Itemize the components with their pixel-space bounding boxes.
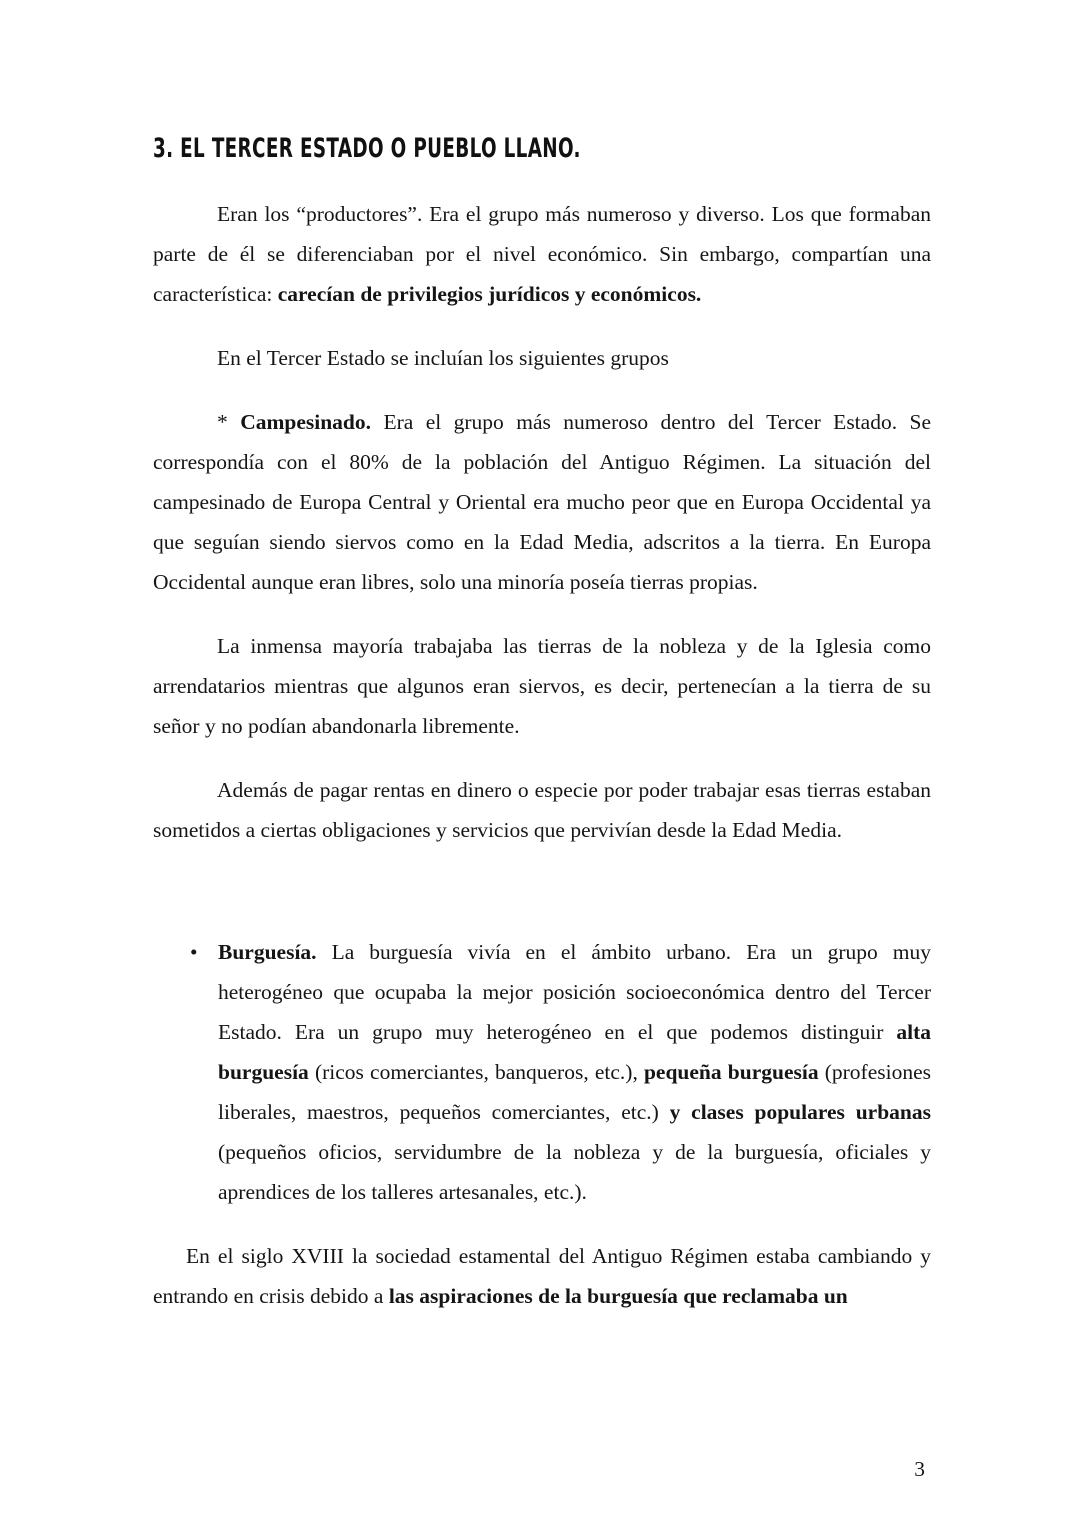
paragraph-campesinado: [153, 402, 931, 602]
text-run-bold: Campesinado.: [240, 410, 372, 434]
paragraph-rentas: [153, 770, 931, 850]
text-run-bold: alta burguesía: [218, 1020, 931, 1084]
text-run: (pequeños oficios, servidumbre de la nobleza y de la burguesía, oficiales y aprendices de los talleres artesanales, etc.).: [218, 1140, 931, 1204]
paragraph-mayoria: [153, 626, 931, 746]
text-run-bold: pequeña burguesía: [643, 1060, 819, 1084]
text-run-bold: las aspiraciones de la burguesía que reclamaba un: [388, 1284, 848, 1308]
text-run: La inmensa mayoría trabajaba las tierras de la nobleza y de la Iglesia como arrendatarios mientras que algunos eran siervos, es decir, pertenecían a la tierra de su señor y no podían abandonarla libremente.: [153, 634, 931, 738]
text-run: (profesiones liberales, maestros, pequeños comerciantes, etc.): [218, 1060, 931, 1124]
bullet-item-burguesia: [153, 932, 931, 1212]
text-run: Eran los “productores”. Era el grupo más numeroso y diverso. Los que formaban parte de él se diferenciaban por el nivel económico. Sin embargo, compartían una característica:: [153, 202, 931, 306]
text-run-bold: y clases populares urbanas: [669, 1100, 932, 1124]
text-run-bold: carecían de privilegios jurídicos y económicos.: [277, 282, 702, 306]
text-run: Era el grupo más numeroso dentro del Tercer Estado. Se correspondía con el 80% de la población del Antiguo Régimen. La situación del campesinado de Europa Central y Oriental era mucho peor que en Europa Occidental ya que seguían siendo siervos como en la Edad Media, adscritos a la tierra. En Europa Occidental aunque eran libres, solo una minoría poseía tierras propias.: [153, 410, 932, 594]
document-body: [153, 133, 931, 1340]
text-run-bold: Burguesía.: [218, 940, 317, 964]
paragraph-productores: [153, 194, 931, 314]
text-run: (ricos comerciantes, banqueros, etc.),: [308, 1060, 644, 1084]
text-run: En el Tercer Estado se incluían los siguientes grupos: [217, 346, 669, 370]
text-run: La burguesía vivía en el ámbito urbano. Era un grupo muy heterogéneo que ocupaba la mejor posición socioeconómica dentro del Tercer Estado. Era un grupo muy heterogéneo en el que podemos distinguir: [218, 940, 931, 1044]
paragraph-grupos-intro: [153, 338, 931, 378]
bullet-icon: •: [190, 940, 198, 964]
page-number: 3: [914, 1457, 925, 1481]
section-heading: 3. EL TERCER ESTADO O PUEBLO LLANO.: [153, 133, 581, 164]
text-run: *: [217, 410, 241, 434]
text-run: Además de pagar rentas en dinero o especie por poder trabajar esas tierras estaban sometidos a ciertas obligaciones y servicios que pervivían desde la Edad Media.: [153, 778, 931, 842]
paragraph-siglo-xviii: [153, 1236, 931, 1316]
text-run: En el siglo XVIII la sociedad estamental del Antiguo Régimen estaba cambiando y entrando en crisis debido a: [153, 1244, 931, 1308]
